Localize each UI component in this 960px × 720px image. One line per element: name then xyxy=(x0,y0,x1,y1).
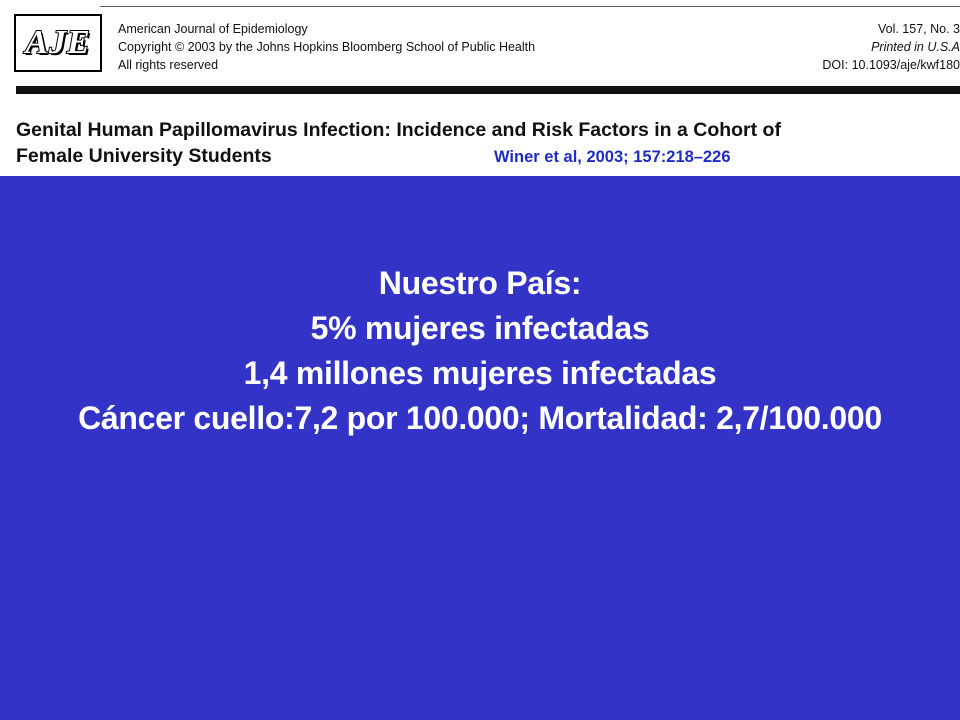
doi: DOI: 10.1093/aje/kwf180 xyxy=(822,58,960,72)
citation: Winer et al, 2003; 157:218–226 xyxy=(494,148,731,166)
header-divider xyxy=(16,86,960,94)
journal-logo xyxy=(14,14,102,72)
article-title xyxy=(16,117,936,169)
journal-rights: All rights reserved xyxy=(118,58,219,72)
header-top-rule xyxy=(100,6,960,7)
volume-number: Vol. 157, No. 3 xyxy=(877,22,960,36)
volume-info xyxy=(822,20,960,74)
article-title-line-2: Female University Students xyxy=(16,145,272,167)
infection-percentage: 5% mujeres infectadas xyxy=(310,310,650,346)
journal-info xyxy=(118,20,535,74)
article-header xyxy=(0,0,960,176)
country-heading: Nuestro País: xyxy=(378,265,582,301)
cancer-mortality-rates: Cáncer cuello:7,2 por 100.000; Mortalidad: 2,7/100.000 xyxy=(78,400,882,436)
statistics-panel xyxy=(0,176,960,720)
printed-in: Printed in U.S.A xyxy=(871,40,960,54)
article-title-line-1: Genital Human Papillomavirus Infection: Incidence and Risk Factors in a Cohort of xyxy=(16,119,781,141)
infection-count: 1,4 millones mujeres infectadas xyxy=(243,355,717,391)
journal-name: American Journal of Epidemiology xyxy=(118,22,308,36)
statistics-text xyxy=(0,261,960,441)
journal-logo-text: AJE xyxy=(25,24,91,61)
journal-copyright: Copyright © 2003 by the Johns Hopkins Bloomberg School of Public Health xyxy=(118,40,536,54)
